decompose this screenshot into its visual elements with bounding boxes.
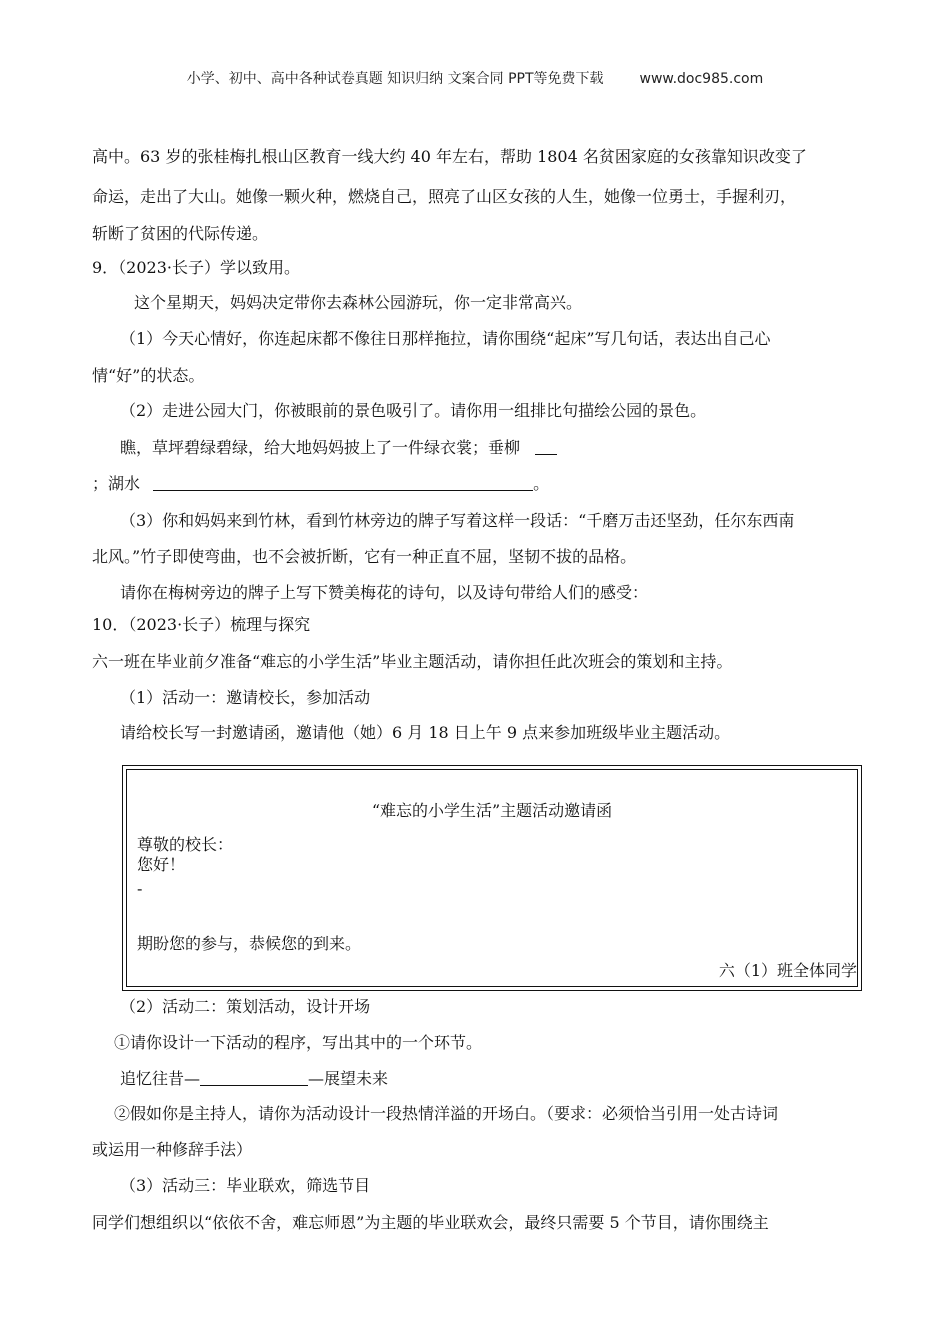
activity-2-sequence	[120, 1068, 388, 1090]
question-10-title: 10．（2023·长子）梳理与探究	[92, 615, 311, 634]
example-text: 瞧，草坪碧绿碧绿，给大地妈妈披上了一件绿衣裳；垂柳	[120, 438, 521, 457]
activity-2-item-2-line-1: ②假如你是主持人，请你为活动设计一段热情洋溢的开场白。（要求：必须恰当引用一处古诗词	[114, 1104, 779, 1123]
sequence-blank[interactable]	[200, 1069, 308, 1086]
question-9-2-example	[120, 437, 557, 459]
activity-3-desc: 同学们想组织以“依依不舍，难忘师恩”为主题的毕业联欢会，最终只需要 5 个节目，请你围绕主	[92, 1213, 769, 1232]
question-9-intro: 这个星期天，妈妈决定带你去森林公园游玩，你一定非常高兴。	[134, 293, 583, 312]
invitation-letter-inner-border	[126, 769, 858, 987]
question-10-intro: 六一班在毕业前夕准备“难忘的小学生活”毕业主题活动，请你担任此次班会的策划和主持。	[92, 652, 733, 671]
question-9-3-line-3: 请你在梅树旁边的牌子上写下赞美梅花的诗句，以及诗句带给人们的感受：	[120, 583, 649, 602]
question-9-1-line-1: （1）今天心情好，你连起床都不像往日那样拖拉，请你围绕“起床”写几句话，表达出自己心	[120, 329, 771, 348]
activity-3-title: （3）活动三：毕业联欢，筛选节目	[120, 1176, 371, 1195]
passage-line-3: 斩断了贫困的代际传递。	[92, 224, 269, 243]
activity-1-desc: 请给校长写一封邀请函，邀请他（她）6 月 18 日上午 9 点来参加班级毕业主题活动。	[120, 723, 731, 742]
question-9-3-line-1: （3）你和妈妈来到竹林，看到竹林旁边的牌子写着这样一段话：“千磨万击还坚劲，任尔东西南	[120, 511, 795, 530]
sequence-end: —展望未来	[308, 1069, 389, 1088]
letter-body-placeholder[interactable]: -	[137, 879, 143, 898]
letter-signature: 六（1）班全体同学	[718, 961, 857, 980]
activity-2-item-2-line-2: 或运用一种修辞手法）	[92, 1140, 253, 1159]
letter-greeting: 您好！	[137, 855, 186, 874]
question-9-2-lake	[92, 473, 549, 495]
lake-blank[interactable]	[153, 474, 533, 491]
letter-salutation: 尊敬的校长：	[137, 835, 234, 854]
question-9-2: （2）走进公园大门，你被眼前的景色吸引了。请你用一组排比句描绘公园的景色。	[120, 401, 707, 420]
activity-2-title: （2）活动二：策划活动，设计开场	[120, 997, 371, 1016]
letter-title: “难忘的小学生活”主题活动邀请函	[371, 801, 613, 820]
sequence-start: 追忆往昔—	[120, 1069, 201, 1088]
header-text: 小学、初中、高中各种试卷真题 知识归纳 文案合同 PPT等免费下载	[186, 71, 604, 87]
question-9-title: 9．（2023·长子）学以致用。	[92, 258, 300, 277]
page-header	[0, 68, 950, 88]
passage-line-2: 命运，走出了大山。她像一颗火种，燃烧自己，照亮了山区女孩的人生，她像一位勇士，手握利刃，	[92, 187, 797, 206]
activity-2-item-1: ①请你设计一下活动的程序，写出其中的一个环节。	[114, 1033, 483, 1052]
invitation-letter-box	[122, 765, 862, 991]
header-site: www.doc985.com	[639, 71, 764, 87]
lake-period: 。	[533, 474, 550, 493]
willow-blank[interactable]	[535, 438, 557, 455]
question-9-3-line-2: 北风。”竹子即使弯曲，也不会被折断，它有一种正直不屈，坚韧不拔的品格。	[92, 547, 637, 566]
letter-closing: 期盼您的参与，恭候您的到来。	[137, 934, 362, 953]
semicolon-lake-label: ；湖水	[92, 474, 141, 493]
question-9-1-line-2: 情“好”的状态。	[92, 366, 205, 385]
activity-1-title: （1）活动一：邀请校长，参加活动	[120, 688, 371, 707]
passage-line-1: 高中。63 岁的张桂梅扎根山区教育一线大约 40 年左右，帮助 1804 名贫困家庭的女孩靠知识改变了	[92, 147, 807, 166]
